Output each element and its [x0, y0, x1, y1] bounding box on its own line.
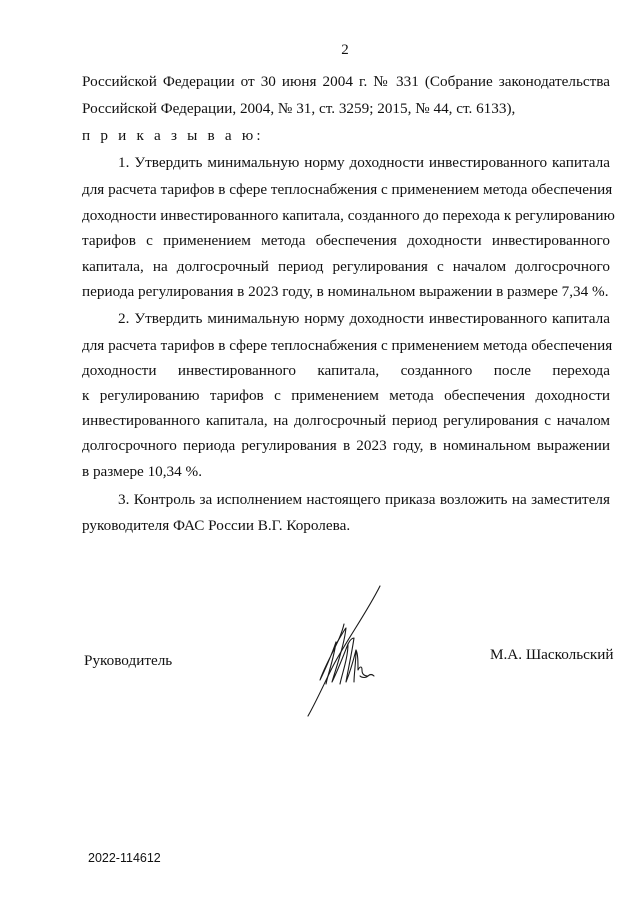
item3-line: 3. Контроль за исполнением настоящего приказа возложить на заместителя: [118, 491, 610, 508]
item2-line: инвестированного капитала, на долгосрочный период регулирования с началом: [82, 412, 610, 429]
order-word: п р и к а з ы в а ю:: [82, 127, 264, 144]
item2-line: к регулированию тарифов с применением метода обеспечения доходности: [82, 387, 610, 404]
intro-line-1: Российской Федерации от 30 июня 2004 г. № 331 (Собрание законодательства: [82, 73, 610, 90]
item3-line: руководителя ФАС России В.Г. Королева.: [82, 517, 351, 534]
item2-line: 2. Утвердить минимальную норму доходности инвестированного капитала: [118, 310, 610, 327]
item1-line: доходности инвестированного капитала, созданного до перехода к регулированию: [82, 207, 615, 224]
item2-line: в размере 10,34 %.: [82, 463, 202, 480]
item1-line: тарифов с применением метода обеспечения доходности инвестированного: [82, 232, 610, 249]
item1-line: для расчета тарифов в сфере теплоснабжения с применением метода обеспечения: [82, 181, 613, 198]
item1-line: 1. Утвердить минимальную норму доходности инвестированного капитала: [118, 154, 610, 171]
intro-line-2: Российской Федерации, 2004, № 31, ст. 3259; 2015, № 44, ст. 6133),: [82, 100, 516, 117]
document-number: 2022-114612: [88, 851, 161, 865]
item2-line: долгосрочного периода регулирования в 2023 году, в номинальном выражении: [82, 437, 610, 454]
page-number: 2: [341, 42, 349, 58]
position-label: Руководитель: [84, 652, 173, 669]
item1-line: капитала, на долгосрочный период регулирования с началом долгосрочного: [82, 258, 610, 275]
item1-line: периода регулирования в 2023 году, в номинальном выражении в размере 7,34 %.: [82, 283, 609, 300]
item2-line: для расчета тарифов в сфере теплоснабжения с применением метода обеспечения: [82, 337, 613, 354]
signer-name: М.А. Шаскольский: [490, 646, 614, 663]
handwritten-signature: [296, 584, 396, 720]
item2-line: доходности инвестированного капитала, созданного после перехода: [82, 362, 610, 379]
